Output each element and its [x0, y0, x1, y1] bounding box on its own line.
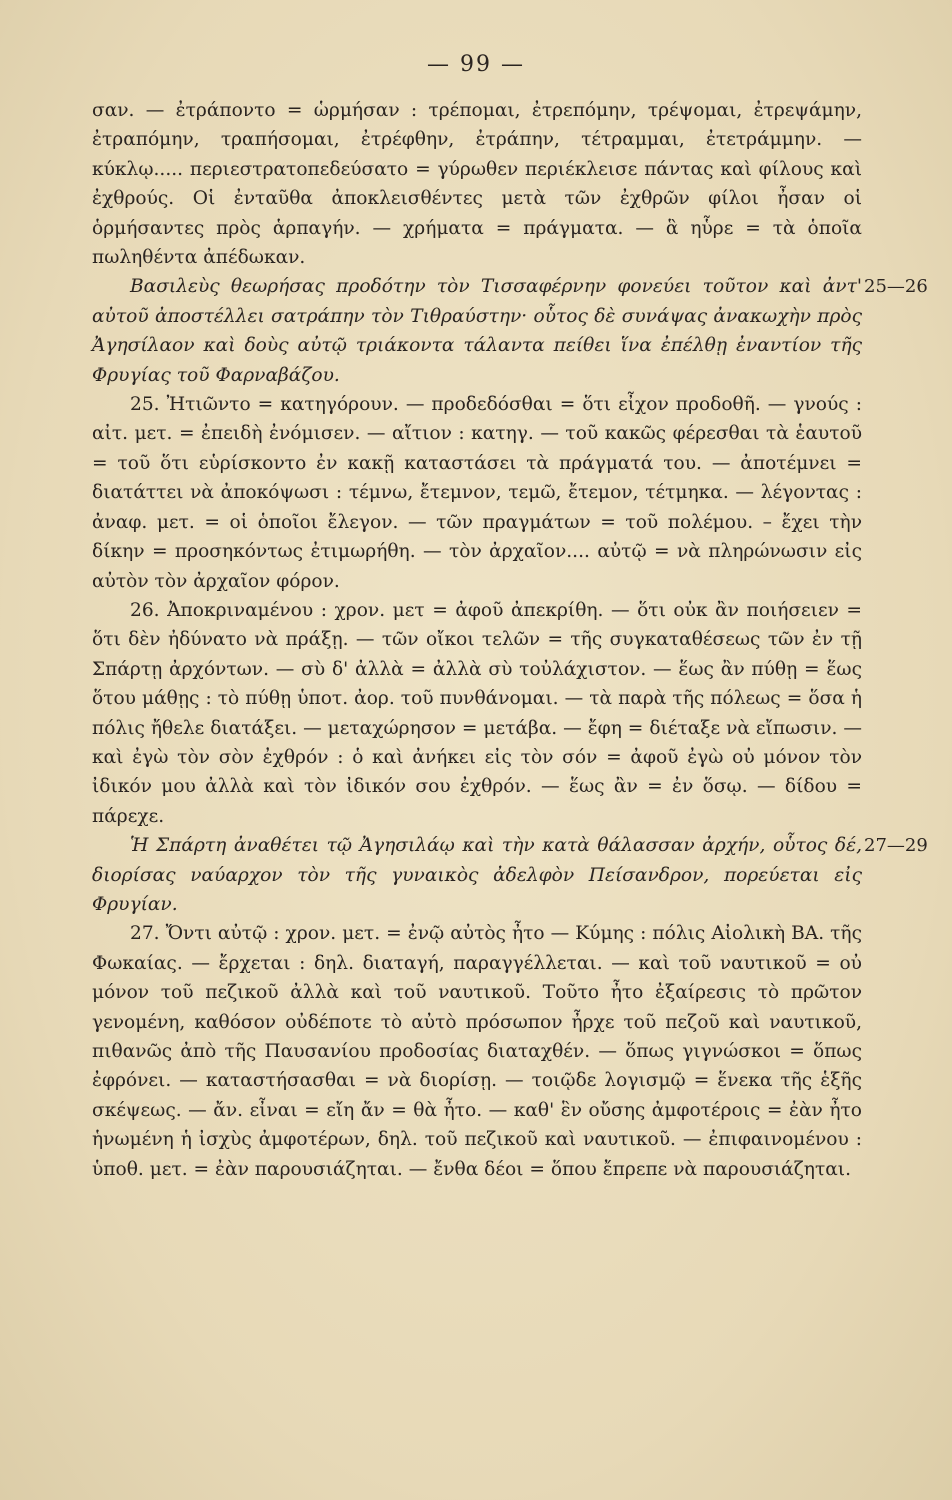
page-number: — 99 — [427, 52, 525, 77]
paragraph-text: 26. Ἀποκριναμένου : χρον. μετ = ἀφοῦ ἀπεκρίθη. — ὅτι οὐκ ἂν ποιήσειεν = ὅτι δὲν ἠδύνατο νὰ πράξῃ. — τῶν οἴκοι τελῶν = τῆς συγκαταθέσεως τῶν ἐν τῇ Σπάρτῃ ἀρχόντων. — σὺ δ' ἀλλὰ = ἀλλὰ σὺ τοὐλάχιστον. — ἕως ἂν πύθῃ = ἕως ὅτου μάθῃς : τὸ πύθῃ ὑποτ. ἀορ. τοῦ πυνθάνομαι. — τὰ παρὰ τῆς πόλεως = ὅσα ἡ πόλις ἤθελε διατάξει. — μεταχώρησον = μετάβα. — ἔφη = διέταξε νὰ εἴπωσιν. — καὶ ἐγὼ τὸν σὸν ἐχθρόν : ὁ καὶ ἀνήκει εἰς τὸν σόν = ἀφοῦ ἐγὼ οὐ μόνον τὸν ἰδικόν μου ἀλλὰ καὶ τὸν ἰδικόν σου ἐχθρόν. — ἕως ἂν = ἐν ὅσῳ. — δίδου = πάρεχε. [92, 599, 862, 827]
note-paragraph-25 [92, 390, 862, 596]
note-paragraph-27 [92, 919, 862, 1184]
paragraph-text: 25. Ἠτιῶντο = κατηγόρουν. — προδεδόσθαι = ὅτι εἶχον προδοθῆ. — γνούς : αἰτ. μετ. = ἐπειδὴ ἐνόμισεν. — αἴτιον : κατηγ. — τοῦ κακῶς φέρεσθαι τὰ ἑαυτοῦ = τοῦ ὅτι εὑρίσκοντο ἐν κακῇ καταστάσει τὰ πράγματά του. — ἀποτέμνει = διατάττει νὰ ἀποκόψωσι : τέμνω, ἔτεμνον, τεμῶ, ἔτεμον, τέτμηκα. — λέγοντας : ἀναφ. μετ. = οἱ ὁποῖοι ἔλεγον. — τῶν πραγμάτων = τοῦ πολέμου. – ἔχει τὴν δίκην = προσηκόντως ἐτιμωρήθη. — τὸν ἀρχαῖον.... αὐτῷ = νὰ πληρώνωσιν εἰς αὐτὸν τὸν ἀρχαῖον φόρον. [92, 394, 862, 592]
paragraph-text: Βασιλεὺς θεωρήσας προδότην τὸν Τισσαφέρνην φονεύει τοῦτον καὶ ἀντ' αὐτοῦ ἀποστέλλει σατράπην τὸν Τιθραύστην· οὗτος δὲ συνάψας ἀνακωχὴν πρὸς Ἀγησίλαον καὶ δοὺς αὐτῷ τριάκοντα τάλαντα πείθει ἵνα ἐπέλθῃ ἐναντίον τῆς Φρυγίας τοῦ Φαρναβάζου. [92, 276, 862, 386]
paragraph-text: Ἡ Σπάρτη ἀναθέτει τῷ Ἀγησιλάῳ καὶ τὴν κατὰ θάλασσαν ἀρχήν, οὗτος δέ, διορίσας ναύαρχον τὸν τῆς γυναικὸς ἀδελφὸν Πείσανδρον, πορεύεται εἰς Φρυγίαν. [92, 835, 862, 915]
paragraph-continuation [92, 96, 862, 272]
summary-paragraph-27-29 [92, 831, 928, 919]
commentary-text [92, 96, 928, 1184]
paragraph-text: 27. Ὄντι αὐτῷ : χρον. μετ. = ἐνῷ αὐτὸς ἦτο — Κύμης : πόλις Αἰολικὴ ΒΑ. τῆς Φωκαίας. — ἔρχεται : δηλ. διαταγή, παραγγέλλεται. — καὶ τοῦ ναυτικοῦ = οὐ μόνον τοῦ πεζικοῦ ἀλλὰ καὶ τοῦ ναυτικοῦ. Τοῦτο ἦτο ἐξαίρεσις τὸ πρῶτον γενομένη, καθόσον οὐδέποτε τὸ αὐτὸ πρόσωπον ἦρχε τοῦ πεζοῦ καὶ ναυτικοῦ, πιθανῶς ἀπὸ τῆς Παυσανίου προδοσίας διαταχθέν. — ὅπως γιγνώσκοι = ὅπως ἐφρόνει. — καταστήσασθαι = νὰ διορίσῃ. — τοιῷδε λογισμῷ = ἕνεκα τῆς ἑξῆς σκέψεως. — ἄν. εἶναι = εἴη ἄν = θὰ ἦτο. — καθ' ἓν οὔσης ἀμφοτέροις = ἐὰν ἦτο ἡνωμένη ἡ ἰσχὺς ἀμφοτέρων, δηλ. τοῦ πεζικοῦ καὶ ναυτικοῦ. — ἐπιφαινομένου : ὑποθ. μετ. = ἐὰν παρουσιάζηται. — ἔνθα δέοι = ὅπου ἔπρεπε νὰ παρουσιάζηται. [92, 923, 862, 1180]
paragraph-text: σαν. — ἐτράποντο = ὡρμήσαν : τρέπομαι, ἐτρεπόμην, τρέψομαι, ἐτρεψάμην, ἐτραπόμην, τραπήσομαι, ἐτρέφθην, ἐτράπην, τέτραμμαι, ἐτετράμμην. — κύκλῳ..... περιεστρατοπεδεύσατο = γύρωθεν περιέκλεισε πάντας καὶ φίλους καὶ ἐχθρούς. Οἱ ἐνταῦθα ἀποκλεισθέντες μετὰ τῶν ἐχθρῶν φίλοι ἦσαν οἱ ὁρμήσαντες πρὸς ἁρπαγήν. — χρήματα = πράγματα. — ἃ ηὗρε = τὰ ὁποῖα πωληθέντα ἀπέδωκαν. [92, 100, 862, 269]
margin-section-range: 27—29 [864, 835, 928, 857]
note-paragraph-26 [92, 596, 862, 831]
summary-paragraph-25-26 [92, 272, 928, 390]
margin-section-range: 25—26 [864, 276, 928, 298]
